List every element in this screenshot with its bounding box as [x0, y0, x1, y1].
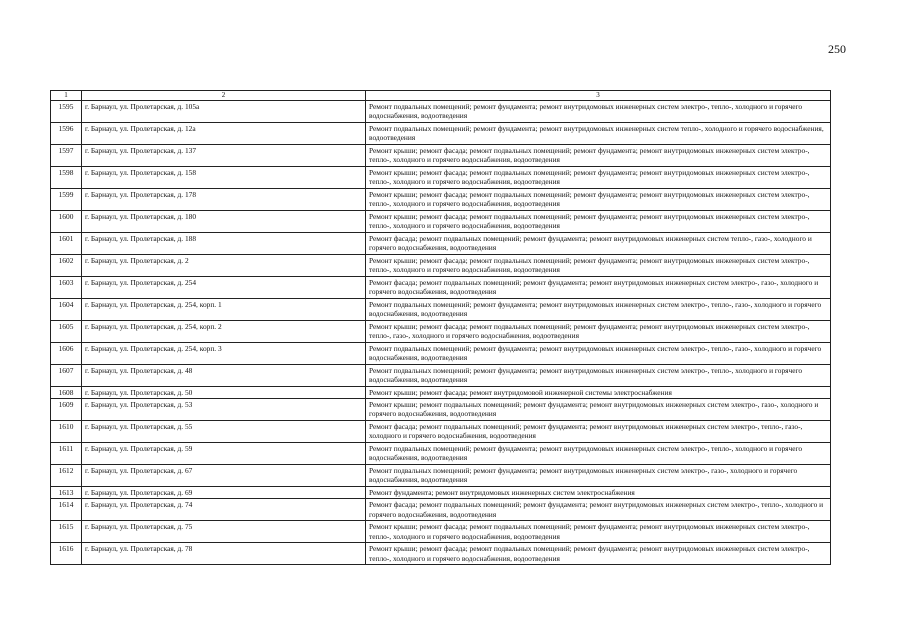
table-row [51, 342, 831, 364]
row-number: 1602 [51, 254, 82, 276]
row-number: 1615 [51, 521, 82, 543]
row-works: Ремонт крыши; ремонт фасада; ремонт подвальных помещений; ремонт фундамента; ремонт внутридомовых инженерных систем электро-, тепло-, холодного и горячего водоснабжения, водоотведения [366, 144, 831, 166]
table-row [51, 122, 831, 144]
column-header-works: 3 [366, 91, 831, 101]
table-row [51, 364, 831, 386]
table-row [51, 399, 831, 421]
row-works: Ремонт подвальных помещений; ремонт фундамента; ремонт внутридомовых инженерных систем электро-, тепло-, холодного и горячего водоснабжения, водоотведения [366, 364, 831, 386]
table-row [51, 443, 831, 465]
row-works: Ремонт подвальных помещений; ремонт фундамента; ремонт внутридомовых инженерных систем электро-, тепло-, газо-, холодного и горячего водоснабжения, водоотведения [366, 342, 831, 364]
row-address: г. Барнаул, ул. Пролетарская, д. 55 [82, 421, 366, 443]
row-number: 1606 [51, 342, 82, 364]
row-works: Ремонт фундамента; ремонт внутридомовых инженерных систем электроснабжения [366, 487, 831, 499]
row-address: г. Барнаул, ул. Пролетарская, д. 105а [82, 100, 366, 122]
row-address: г. Барнаул, ул. Пролетарская, д. 78 [82, 543, 366, 565]
row-address: г. Барнаул, ул. Пролетарская, д. 180 [82, 210, 366, 232]
row-address: г. Барнаул, ул. Пролетарская, д. 2 [82, 254, 366, 276]
row-works: Ремонт подвальных помещений; ремонт фундамента; ремонт внутридомовых инженерных систем электро-, тепло-, холодного и горячего водоснабжения, водоотведения [366, 100, 831, 122]
row-number: 1605 [51, 320, 82, 342]
row-number: 1599 [51, 188, 82, 210]
row-works: Ремонт подвальных помещений; ремонт фундамента; ремонт внутридомовых инженерных систем электро-, тепло-, холодного и горячего водоснабжения, водоотведения [366, 443, 831, 465]
table-row [51, 421, 831, 443]
row-address: г. Барнаул, ул. Пролетарская, д. 178 [82, 188, 366, 210]
table-row [51, 254, 831, 276]
repair-table [50, 90, 831, 565]
row-address: г. Барнаул, ул. Пролетарская, д. 74 [82, 499, 366, 521]
row-number: 1610 [51, 421, 82, 443]
row-address: г. Барнаул, ул. Пролетарская, д. 137 [82, 144, 366, 166]
table-row [51, 386, 831, 398]
row-number: 1600 [51, 210, 82, 232]
row-works: Ремонт крыши; ремонт фасада; ремонт подвальных помещений; ремонт фундамента; ремонт внутридомовых инженерных систем электро-, тепло-, газо-, холодного и горячего водоснабжения, водоотведения [366, 320, 831, 342]
row-number: 1598 [51, 166, 82, 188]
row-address: г. Барнаул, ул. Пролетарская, д. 254, корп. 3 [82, 342, 366, 364]
row-number: 1607 [51, 364, 82, 386]
row-address: г. Барнаул, ул. Пролетарская, д. 75 [82, 521, 366, 543]
row-works: Ремонт крыши; ремонт фасада; ремонт подвальных помещений; ремонт фундамента; ремонт внутридомовых инженерных систем электро-, тепло-, холодного и горячего водоснабжения, водоотведения [366, 254, 831, 276]
row-address: г. Барнаул, ул. Пролетарская, д. 254 [82, 276, 366, 298]
table-row [51, 188, 831, 210]
header-row [51, 91, 831, 101]
row-number: 1614 [51, 499, 82, 521]
row-address: г. Барнаул, ул. Пролетарская, д. 254, корп. 1 [82, 298, 366, 320]
row-works: Ремонт крыши; ремонт фасада; ремонт подвальных помещений; ремонт фундамента; ремонт внутридомовых инженерных систем электро-, тепло-, холодного и горячего водоснабжения, водоотведения [366, 210, 831, 232]
table-row [51, 100, 831, 122]
row-address: г. Барнаул, ул. Пролетарская, д. 67 [82, 465, 366, 487]
row-works: Ремонт фасада; ремонт подвальных помещений; ремонт фундамента; ремонт внутридомовых инженерных систем тепло-, газо-, холодного и горячего водоснабжения, водоотведения [366, 232, 831, 254]
row-number: 1604 [51, 298, 82, 320]
row-number: 1595 [51, 100, 82, 122]
row-works: Ремонт фасада; ремонт подвальных помещений; ремонт фундамента; ремонт внутридомовых инженерных систем электро-, газо-, холодного и горячего водоснабжения, водоотведения [366, 276, 831, 298]
row-number: 1601 [51, 232, 82, 254]
row-address: г. Барнаул, ул. Пролетарская, д. 12а [82, 122, 366, 144]
row-address: г. Барнаул, ул. Пролетарская, д. 188 [82, 232, 366, 254]
row-works: Ремонт крыши; ремонт фасада; ремонт подвальных помещений; ремонт фундамента; ремонт внутридомовых инженерных систем электро-, тепло-, холодного и горячего водоснабжения, водоотведения [366, 188, 831, 210]
row-number: 1609 [51, 399, 82, 421]
table-row [51, 465, 831, 487]
table-row [51, 144, 831, 166]
row-number: 1608 [51, 386, 82, 398]
row-address: г. Барнаул, ул. Пролетарская, д. 48 [82, 364, 366, 386]
row-address: г. Барнаул, ул. Пролетарская, д. 158 [82, 166, 366, 188]
row-works: Ремонт крыши; ремонт фасада; ремонт подвальных помещений; ремонт фундамента; ремонт внутридомовых инженерных систем электро-, тепло-, холодного и горячего водоснабжения, водоотведения [366, 166, 831, 188]
page-number: 250 [828, 42, 846, 56]
row-number: 1597 [51, 144, 82, 166]
table-row [51, 499, 831, 521]
row-works: Ремонт фасада; ремонт подвальных помещений; ремонт фундамента; ремонт внутридомовых инженерных систем электро-, тепло-, газо-, холодного и горячего водоснабжения, водоотведения [366, 421, 831, 443]
row-works: Ремонт крыши; ремонт фасада; ремонт подвальных помещений; ремонт фундамента; ремонт внутридомовых инженерных систем электро-, тепло-, холодного и горячего водоснабжения, водоотведения [366, 521, 831, 543]
row-number: 1612 [51, 465, 82, 487]
row-number: 1613 [51, 487, 82, 499]
row-works: Ремонт крыши; ремонт фасада; ремонт подвальных помещений; ремонт фундамента; ремонт внутридомовых инженерных систем электро-, тепло-, холодного и горячего водоснабжения, водоотведения [366, 543, 831, 565]
column-header-address: 2 [82, 91, 366, 101]
table-row [51, 210, 831, 232]
table-row [51, 166, 831, 188]
row-works: Ремонт фасада; ремонт подвальных помещений; ремонт фундамента; ремонт внутридомовых инженерных систем электро-, тепло-, холодного и горячего водоснабжения, водоотведения [366, 499, 831, 521]
row-works: Ремонт подвальных помещений; ремонт фундамента; ремонт внутридомовых инженерных систем тепло-, холодного и горячего водоснабжения, водоотведения [366, 122, 831, 144]
row-address: г. Барнаул, ул. Пролетарская, д. 254, корп. 2 [82, 320, 366, 342]
row-works: Ремонт подвальных помещений; ремонт фундамента; ремонт внутридомовых инженерных систем электро-, тепло-, газо-, холодного и горячего водоснабжения, водоотведения [366, 298, 831, 320]
row-address: г. Барнаул, ул. Пролетарская, д. 50 [82, 386, 366, 398]
row-number: 1616 [51, 543, 82, 565]
table-row [51, 232, 831, 254]
row-number: 1611 [51, 443, 82, 465]
table-row [51, 543, 831, 565]
table-row [51, 298, 831, 320]
table-row [51, 320, 831, 342]
row-works: Ремонт подвальных помещений; ремонт фундамента; ремонт внутридомовых инженерных систем электро-, газо-, холодного и горячего водоснабжения, водоотведения [366, 465, 831, 487]
row-works: Ремонт крыши; ремонт подвальных помещений; ремонт фундамента; ремонт внутридомовых инженерных систем электро-, газо-, холодного и горячего водоснабжения, водоотведения [366, 399, 831, 421]
table-row [51, 276, 831, 298]
row-number: 1603 [51, 276, 82, 298]
row-address: г. Барнаул, ул. Пролетарская, д. 53 [82, 399, 366, 421]
column-header-number: 1 [51, 91, 82, 101]
row-address: г. Барнаул, ул. Пролетарская, д. 69 [82, 487, 366, 499]
row-works: Ремонт крыши; ремонт фасада; ремонт внутридомовой инженерной системы электроснабжения [366, 386, 831, 398]
row-number: 1596 [51, 122, 82, 144]
table-row [51, 487, 831, 499]
table-row [51, 521, 831, 543]
row-address: г. Барнаул, ул. Пролетарская, д. 59 [82, 443, 366, 465]
